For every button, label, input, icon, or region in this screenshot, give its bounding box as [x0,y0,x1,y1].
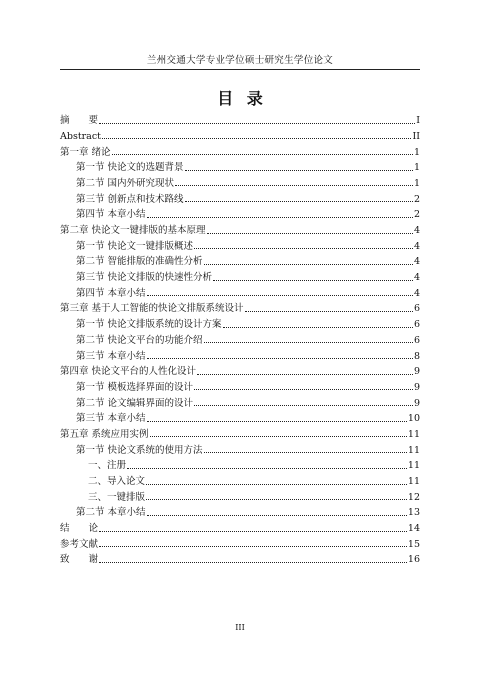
dot-leader [147,217,413,218]
toc-entry[interactable] [60,345,420,361]
toc-entry-page: 6 [413,303,420,315]
toc-entry-page: 9 [413,381,420,393]
toc-entry-label: 第三节 快论文排版的快速性分析 [76,272,213,284]
toc-entry-page: 9 [413,366,420,378]
dot-leader [175,185,413,186]
toc-entry[interactable] [60,408,420,424]
dot-leader [213,280,413,281]
toc-entry[interactable] [60,330,420,346]
toc-entry[interactable] [60,251,420,267]
toc-entry-page: 4 [413,225,420,236]
toc-entry-page: 12 [407,491,420,503]
toc-entry-label: 第一节 快论文排版系统的设计方案 [76,319,222,331]
dot-leader [185,201,413,202]
dot-leader [146,499,407,500]
toc-entry[interactable] [60,188,420,204]
toc-entry-page: 8 [413,350,420,362]
toc-entry-label: 第五章 系统应用实例 [60,428,149,440]
toc-entry-page: 2 [413,209,420,221]
toc-entry-label: 第一节 快论文一键排版概述 [76,240,194,252]
dot-leader [150,436,407,437]
toc-entry-page: 14 [407,523,420,535]
toc-entry[interactable] [60,220,420,236]
toc-entry[interactable] [60,518,420,534]
dot-leader [204,342,413,343]
toc-entry[interactable] [60,236,420,252]
dot-leader [245,311,413,312]
toc-entry-label: 第二节 快论文平台的功能介绍 [76,334,203,346]
toc-entry[interactable] [60,157,420,173]
running-header: 兰州交通大学专业学位硕士研究生学位论文 [146,55,334,66]
toc-entry-label: 三、一键排版 [88,491,146,503]
toc-entry-page: 11 [407,444,420,456]
toc-entry[interactable] [60,549,420,565]
toc-entry-label: 第一节 快论文系统的使用方法 [76,444,203,456]
toc-entry[interactable] [60,298,420,314]
toc-entry[interactable] [60,204,420,220]
dot-leader [99,562,407,563]
toc-entry-page: 15 [407,538,420,550]
toc-entry-page: 2 [413,193,420,205]
toc-entry-page: 4 [413,240,420,252]
toc-entry-label: 第二节 论文编辑界面的设计 [76,397,194,409]
toc-entry[interactable] [60,283,420,299]
toc-entry[interactable] [60,361,420,377]
toc-entry-page: 16 [407,554,420,566]
toc-entry[interactable] [60,141,420,157]
toc-entry-label: 参考文献 [60,538,99,550]
dot-leader [147,358,413,359]
toc-entry[interactable] [60,487,420,503]
dot-leader [99,123,415,124]
toc-entry-page: 4 [413,256,420,268]
toc-entry-page: 9 [413,397,420,409]
dot-leader [194,389,413,390]
dot-leader [185,170,413,171]
toc-entry[interactable] [60,314,420,330]
toc-entry[interactable] [60,377,420,393]
dot-leader [204,264,413,265]
toc-entry[interactable] [60,455,420,471]
toc-entry-label: 致 谢 [60,554,99,566]
toc-entry[interactable] [60,534,420,550]
dot-leader [194,405,413,406]
toc-entry[interactable] [60,439,420,455]
toc-entry[interactable] [60,267,420,283]
toc-entry-page: 1 [413,146,420,158]
dot-leader [204,452,407,453]
toc-entry-page: 6 [413,334,420,346]
dot-leader [147,515,407,516]
dot-leader [147,421,407,422]
toc-entry-page: I [416,115,420,127]
dot-leader [127,468,407,469]
dot-leader [207,233,413,234]
toc-entry[interactable] [60,110,420,126]
toc-entry[interactable] [60,502,420,518]
toc-entry-label: 第三节 创新点和技术路线 [76,193,184,205]
toc-entry-page: 1 [413,177,420,189]
toc-entry-label: 第一节 快论文的选题背景 [76,162,184,174]
dot-leader [99,531,407,532]
toc-entry-label: 第四节 本章小结 [76,287,146,299]
dot-leader [112,154,413,155]
toc-entry-page: 10 [407,413,420,425]
toc-entry[interactable] [60,126,420,142]
toc-entry-page: 13 [407,507,420,519]
toc-entry-label: 结 论 [60,523,99,535]
toc-entry-page: 4 [413,272,420,284]
toc-entry-label: 摘 要 [60,115,99,127]
toc-entry-label: 第三章 基于人工智能的快论文排版系统设计 [60,303,244,315]
toc-entry-label: Abstract [60,130,101,142]
dot-leader [102,138,412,139]
toc-entry-label: 二、导入论文 [88,476,146,487]
toc-entry-label: 第二章 快论文一键排版的基本原理 [60,225,206,236]
dot-leader [147,295,413,296]
toc-entry[interactable] [60,471,420,487]
dot-leader [99,546,407,547]
toc-entry-label: 第一章 绪论 [60,146,111,158]
dot-leader [194,248,413,249]
toc-entry[interactable] [60,173,420,189]
dot-leader [223,327,413,328]
toc-entry-label: 一、注册 [88,460,127,472]
toc-entry-label: 第二节 本章小结 [76,507,146,519]
toc-entry[interactable] [60,392,420,408]
toc-entry-label: 第二节 国内外研究现状 [76,177,175,189]
toc-entry-label: 第二节 智能排版的准确性分析 [76,256,203,268]
toc-entry-page: 11 [407,476,420,487]
toc-entry-label: 第三节 本章小结 [76,350,146,362]
header-rule [60,69,420,70]
toc-entry-label: 第一节 模板选择界面的设计 [76,381,194,393]
toc-entry-label: 第三节 本章小结 [76,413,146,425]
toc-entry-page: II [412,130,420,142]
toc-entry-page: 6 [413,319,420,331]
toc-entry-label: 第四节 本章小结 [76,209,146,221]
toc-entry[interactable] [60,424,420,440]
dot-leader [146,484,407,485]
page-number: III [235,623,245,632]
toc-entry-label: 第四章 快论文平台的人性化设计 [60,366,197,378]
toc-entry-page: 4 [413,287,420,299]
toc-title: 目 录 [217,89,263,108]
toc-entry-page: 11 [407,428,420,440]
dot-leader [197,374,413,375]
toc-entry-page: 11 [407,460,420,472]
table-of-contents [60,110,420,565]
toc-entry-page: 1 [413,162,420,174]
